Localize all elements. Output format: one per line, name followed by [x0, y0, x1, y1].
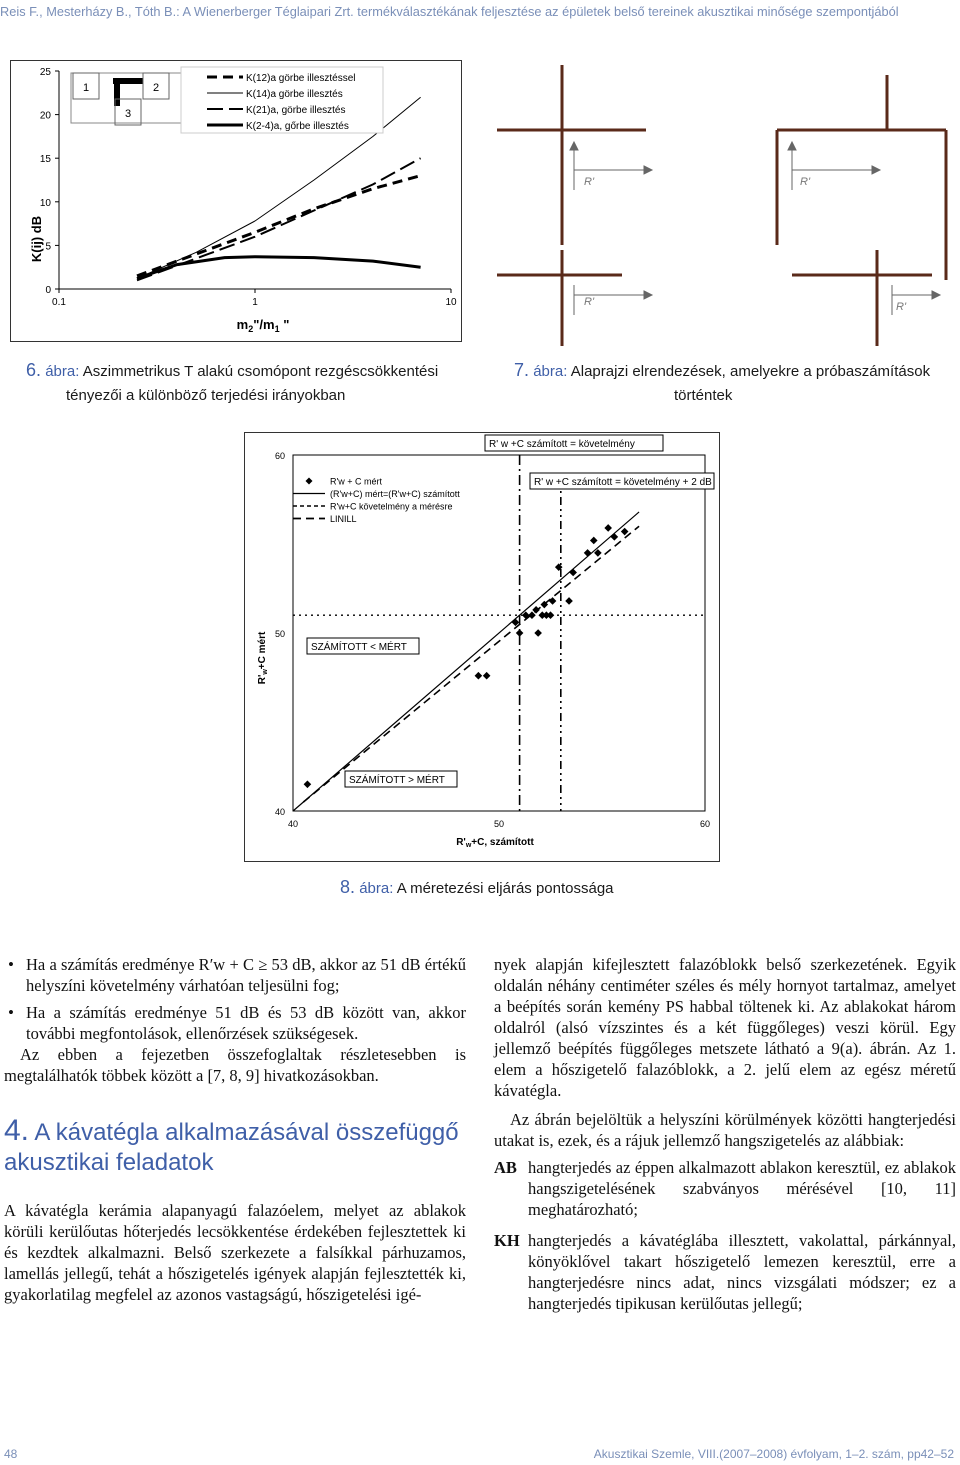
fig6-inset-label: 3 — [124, 108, 132, 120]
fig8-legend-entry: R'w + C mért — [330, 476, 382, 487]
figure-8 — [244, 432, 720, 862]
definition-kh — [494, 1230, 956, 1314]
running-header: Reis F., Mesterházy B., Tóth B.: A Wienerberger Téglaipari Zrt. termékválasztékának feljesztése az épületek belső tereinek akusztikai minősége szempontjából — [0, 4, 899, 19]
fig6-legend — [181, 67, 383, 133]
fig6-xtick-label: 1 — [252, 297, 258, 308]
journal-info: Akusztikai Szemle, VIII.(2007–2008) évfolyam, 1–2. szám, pp42–52 — [593, 1447, 954, 1461]
figure-7 — [492, 50, 954, 346]
fig8-annotation-text: R' w +C számított = követelmény — [489, 439, 635, 450]
paragraph: A kávatégla kerámia alapanyagú falazóelem, melyet az ablakok körüli kerülőutas hőterjedés lecsökkentése érdekében fejlesztettek ki és kezdtek alkalmazni. Belső szerkezete a falsíkkal párhuzamos, lamellás jellegű, tehát a hőszigetelés igények alapján fejlesztették ki, gyakorlatilag megfelel az azonos vastagságú, hőszigetelési igé- — [4, 1201, 466, 1304]
fig6-xlabel: $m_2"/m_1$ " — [236, 317, 290, 334]
fig6-xtick-label: 10 — [445, 297, 457, 308]
section-title: A kávatégla alkalmazásával összefüggő akusztikai feladatok — [4, 1119, 459, 1176]
fig8-fit-line — [303, 526, 639, 802]
fig7-label-1: R' — [584, 176, 595, 188]
fig6-inset-label: 1 — [82, 82, 90, 94]
fig8-data-point — [547, 611, 555, 619]
fig8-data-point — [565, 597, 573, 605]
right-column — [494, 954, 956, 1314]
page-number: 48 — [4, 1447, 18, 1461]
figure-6-caption — [26, 358, 446, 408]
fig8-data-point — [475, 672, 483, 680]
fig8-data-point — [621, 528, 629, 536]
definition-desc: hangterjedés az éppen alkalmazott ablakon keresztül, ez ablakok hangszigetelésének szabványos mérésével [10, 11] meghatározható; — [528, 1158, 956, 1219]
fig8-diagonal — [293, 512, 639, 811]
paragraph: Az ebben a fejezetben összefoglaltak részletesebben is megtalálhatók többek között a [7, 8, 9] hivatkozásokban. — [4, 1045, 466, 1085]
fig7-label-2: R' — [800, 176, 811, 188]
fig8-legend-entry: LINILL — [330, 514, 357, 524]
fig8-xtick-label: 40 — [287, 819, 299, 829]
fig6-inset-label: 2 — [152, 82, 160, 94]
fig6-inset — [71, 73, 183, 125]
fig7-label-4: R' — [896, 301, 907, 313]
fig8-annotation-text: SZÁMÍTOTT < MÉRT — [311, 642, 407, 653]
fig8-caption-num: 8. — [340, 877, 356, 897]
fig6-legend-entry: K(14)a görbe illesztés — [246, 89, 343, 100]
figure-7-caption — [514, 358, 954, 408]
fig8-data-point — [304, 781, 312, 789]
fig8-data-point — [611, 533, 619, 541]
fig7-caption-num: 7. — [514, 360, 530, 380]
figure-8-chart — [245, 433, 719, 861]
fig8-xlabel: $R'_w+C$, számított — [456, 837, 534, 849]
fig7-caption-line1: Alaprajzi elrendezések, amelyekre a próbaszámítások — [570, 363, 931, 380]
bullet-item: • Ha a számítás eredménye R′w + C ≥ 53 dB, akkor az 51 dB értékű helyszíni követelmény várhatóan teljesülni fog; — [4, 954, 466, 996]
definition-ab — [494, 1157, 956, 1220]
fig6-ytick-label: 10 — [39, 197, 51, 209]
fig8-annotation-text: SZÁMÍTOTT > MÉRT — [349, 775, 445, 786]
fig8-caption-text: A méretezési eljárás pontossága — [396, 880, 614, 897]
figure-6-chart — [11, 61, 461, 341]
fig8-legend — [293, 473, 487, 529]
section-number: 4. — [4, 1114, 30, 1147]
fig8-legend-entry: (R'w+C) mért=(R'w+C) számított — [330, 489, 460, 499]
fig8-xtick-label: 60 — [699, 819, 711, 829]
fig8-ytick-label: 50 — [274, 629, 285, 639]
fig6-legend-entry: K(12)a görbe illesztéssel — [246, 73, 356, 84]
definition-desc: hangterjedés a kávatéglába illesztett, vakolattal, párkánnyal, könyöklővel takart hőszigetelő lemezen keresztül, erre a hangterjedésre nincs adat, nincs vizsgálati módszer; ez a hangterjedés tipikusan kerülőutas jellegű; — [528, 1231, 956, 1313]
figure-7-diagram — [492, 50, 954, 346]
fig6-caption-line2: tényezői a különböző terjedési irányokban — [66, 387, 346, 404]
fig8-data-point — [584, 549, 592, 557]
fig8-data-point — [532, 606, 540, 614]
fig8-data-point — [549, 597, 557, 605]
fig8-data-point — [534, 629, 542, 637]
figure-8-caption — [340, 875, 760, 901]
fig8-caption-label: ábra: — [359, 880, 394, 897]
fig6-ytick-label: 25 — [39, 67, 51, 78]
paragraph: Az ábrán bejelöltük a helyszíni körülmények közötti hangterjedési utakat is, ezek, és a rájuk jellemző hangszigetelés az alábbiak: — [494, 1110, 956, 1150]
fig6-caption-label: ábra: — [45, 363, 80, 380]
fig6-ytick-label: 20 — [39, 110, 51, 122]
fig8-legend-entry: R'w+C követelmény a mérésre — [330, 501, 453, 512]
fig7-caption-label: ábra: — [533, 363, 568, 380]
fig6-legend-entry: K(21)a, görbe illesztés — [246, 105, 346, 116]
fig6-ytick-label: 15 — [39, 154, 51, 166]
fig6-ytick-label: 5 — [45, 241, 51, 253]
fig6-ylabel: K(ij) dB — [29, 215, 44, 263]
fig6-caption-line1: Aszimmetrikus T alakú csomópont rezgéscsökkentési — [82, 363, 439, 380]
fig8-xtick-label: 50 — [493, 819, 505, 829]
left-column — [4, 954, 466, 1305]
paragraph: nyek alapján kifejlesztett falazóblokk belső szerkezetének. Egyik oldalán néhány centiméter széles és mély hornyot tartalmaz, amelyet a beépítés során kemény PS habbal töltenek ki. Az ablakokat három oldalról (alsó vízszintes és a két függőleges) veszi körül. Egy jellemző beépítés függőleges metszete látható a 9(a). ábrán. Az 1. elem a hőszigetelő falazóblokk, a 2. jelű elem az egész méretű kávatégla. — [494, 955, 956, 1100]
fig8-annotation-text: R' w +C számított = követelmény + 2 dB — [534, 477, 712, 488]
bullet-item: • Ha a számítás eredménye 51 dB és 53 dB között van, akkor további megfontolások, ellenőrzések szükségesek. — [4, 1002, 466, 1044]
fig8-data-point — [590, 537, 598, 545]
fig8-data-point — [604, 524, 612, 532]
fig6-xtick-label: 0.1 — [52, 297, 66, 308]
fig8-ytick-label: 40 — [274, 807, 285, 817]
fig7-label-3: R' — [584, 296, 595, 308]
fig8-data-point — [516, 629, 524, 637]
definition-term: AB — [494, 1158, 517, 1177]
fig7-caption-line2: történtek — [674, 387, 733, 404]
figure-6 — [10, 60, 462, 342]
definition-term: KH — [494, 1231, 520, 1250]
fig6-caption-num: 6. — [26, 360, 42, 380]
fig6-legend-entry: K(2-4)a, gőrbe illesztés — [246, 121, 349, 132]
fig8-data-point — [569, 569, 577, 577]
fig8-ylabel: $R'_w+C$ mért — [257, 631, 269, 685]
fig8-data-point — [483, 672, 491, 680]
section-heading — [4, 1116, 466, 1178]
fig8-ytick-label: 60 — [274, 451, 285, 461]
fig6-ytick-label: 0 — [45, 285, 51, 296]
